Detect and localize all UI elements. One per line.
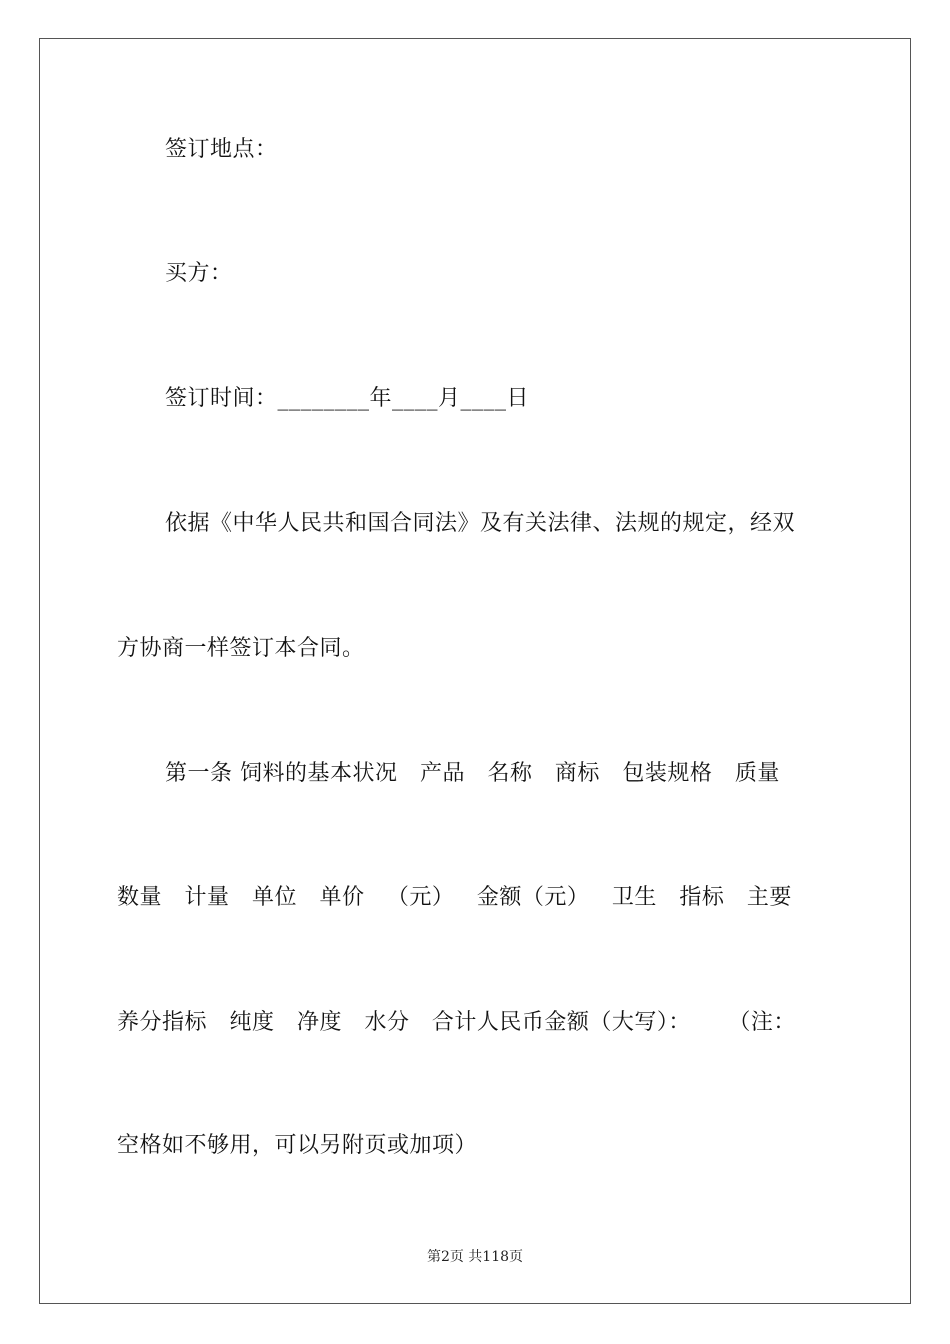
paragraph-basis-line-2: 方协商一样签订本合同。 [117,636,365,661]
article-one-line-4: 空格如不够用，可以另附页或加项） [117,1133,478,1158]
article-one-line-2: 数量 计量 单位 单价 （元） 金额（元） 卫生 指标 主要 [117,885,792,910]
paragraph-basis-line-1: 依据《中华人民共和国合同法》及有关法律、法规的规定，经双 [165,511,796,536]
article-one-line-1: 第一条 饲料的基本状况 产品 名称 商标 包装规格 质量 [165,761,780,786]
buyer-label: 买方： [165,261,233,286]
signing-place-label: 签订地点： [165,137,278,162]
page-border [39,38,911,1304]
page-number-footer: 第2页 共118页 [426,1249,524,1265]
article-one-line-3: 养分指标 纯度 净度 水分 合计人民币金额（大写）： （注： [117,1010,796,1035]
signing-time-label: 签订时间：________年____月____日 [165,386,530,411]
